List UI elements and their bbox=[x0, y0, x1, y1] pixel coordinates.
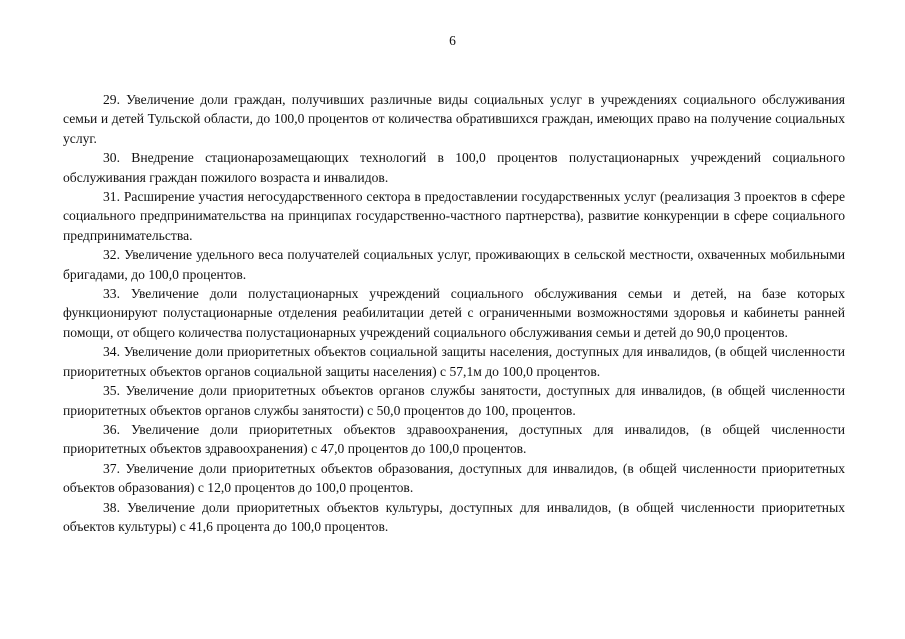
paragraph-29: 29. Увеличение доли граждан, получивших различные виды социальных услуг в учреждениях социального обслуживания семьи и детей Тульской области, до 100,0 процентов от количества обратившихся граждан, имеющих право на получение социальных услуг. bbox=[63, 92, 845, 146]
paragraph-34: 34. Увеличение доли приоритетных объектов социальной защиты населения, доступных для инвалидов, (в общей численности приоритетных объектов органов социальной защиты населения) с 57,1м до 100,0 процентов. bbox=[63, 344, 845, 379]
paragraph-36: 36. Увеличение доли приоритетных объектов здравоохранения, доступных для инвалидов, (в общей численности приоритетных объектов здравоохранения) с 47,0 процентов до 100,0 процентов. bbox=[63, 421, 845, 457]
paragraph-30: 30. Внедрение стационарозамещающих технологий в 100,0 процентов полустационарных учреждений социального обслуживания граждан пожилого возраста и инвалидов. bbox=[63, 150, 845, 185]
paragraph-31: 31. Расширение участия негосударственного сектора в предоставлении государственных услуг (реализация 3 проектов в сфере социального предпринимательства на принципах государственно-частного партнерства), развитие конкуренции в сфере социального предпринимательства. bbox=[63, 189, 845, 243]
paragraph-33: 33. Увеличение доли полустационарных учреждений социального обслуживания семьи и детей, на базе которых функционируют полустационарные отделения реабилитации детей с ограниченными возможностями здоровья и кабинеты ранней помощи, от общего количества полустационарных учреждений социального обслуживания семьи и детей до 90,0 процентов. bbox=[63, 286, 845, 340]
paragraph-37: 37. Увеличение доли приоритетных объектов образования, доступных для инвалидов, (в общей численности приоритетных объектов образования) с 12,0 процентов до 100,0 процентов. bbox=[63, 460, 845, 496]
paragraph-32: 32. Увеличение удельного веса получателей социальных услуг, проживающих в сельской местности, охваченных мобильными бригадами, до 100,0 процентов. bbox=[63, 247, 845, 282]
page-number: 6 bbox=[449, 33, 456, 48]
paragraph-35: 35. Увеличение доли приоритетных объектов органов службы занятости, доступных для инвалидов, (в общей численности приоритетных объектов органов службы занятости) с 50,0 процентов до 100, процентов. bbox=[63, 383, 845, 418]
paragraph-38: 38. Увеличение доли приоритетных объектов культуры, доступных для инвалидов, (в общей численности приоритетных объектов культуры) с 41,6 процента до 100,0 процентов. bbox=[63, 499, 845, 534]
document-body bbox=[63, 90, 845, 536]
